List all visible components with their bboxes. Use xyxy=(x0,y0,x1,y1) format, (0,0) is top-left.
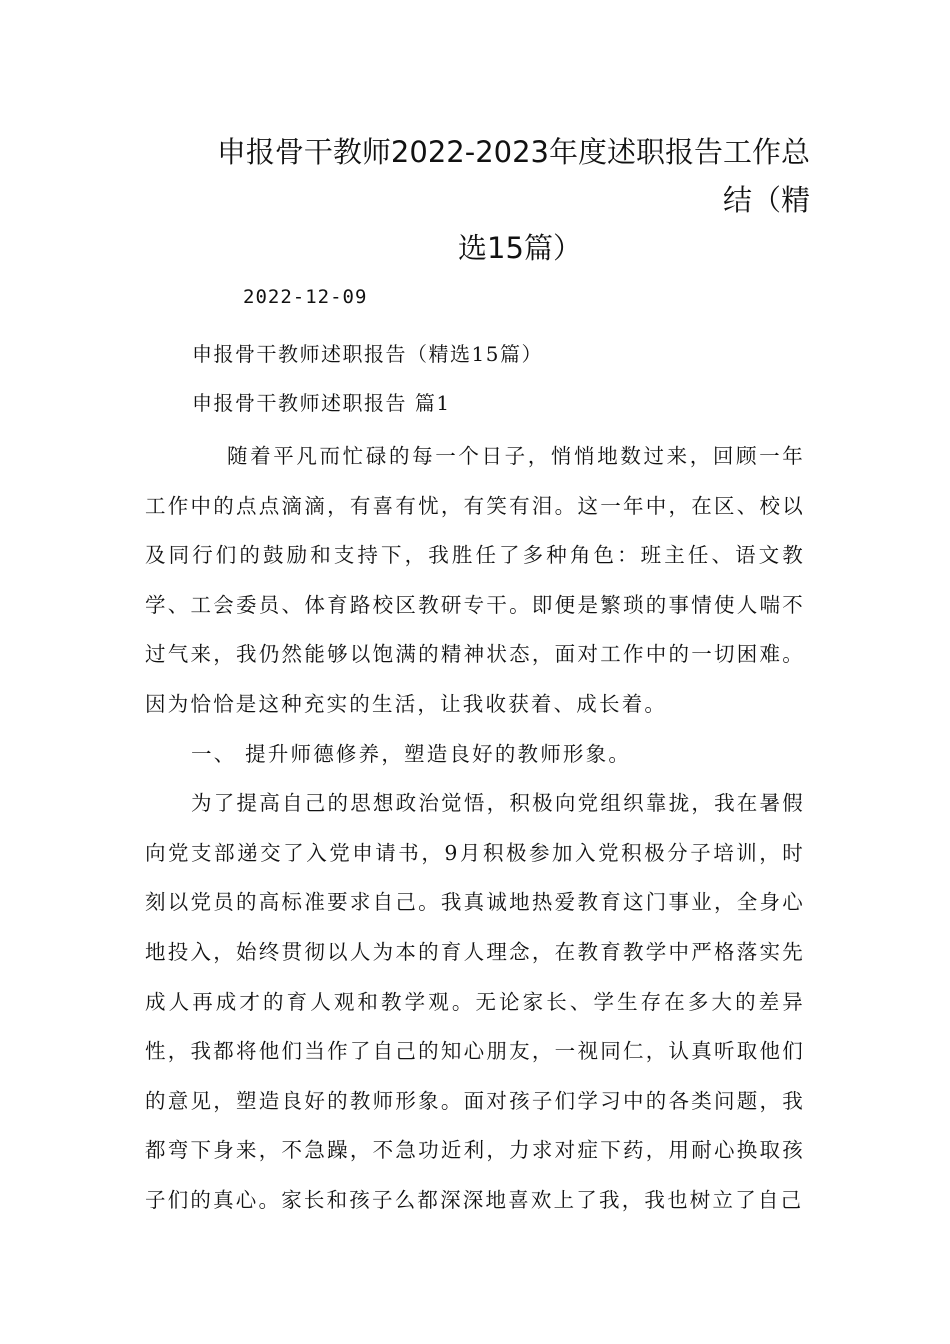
body-heading-1: 一、 提升师德修养，塑造良好的教师形象。 xyxy=(191,741,632,766)
document-subtitle: 申报骨干教师述职报告（精选15篇） xyxy=(192,342,543,366)
title-line-1: 申报骨干教师2022-2023年度述职报告工作总结（精 xyxy=(216,135,810,217)
document-body xyxy=(145,432,805,1226)
document-date: 2022-12-09 xyxy=(243,286,368,308)
title-line-2: 选15篇） xyxy=(458,231,582,265)
body-paragraph-1: 随着平凡而忙碌的每一个日子，悄悄地数过来，回顾一年工作中的点点滴滴，有喜有忧，有笑有泪。这一年中，在区、校以及同行们的鼓励和支持下，我胜任了多种角色：班主任、语文教学、工会委员、体育路校区教研专干。即便是繁琐的事情使人喘不过气来，我仍然能够以饱满的精神状态，面对工作中的一切困难。因为恰恰是这种充实的生活，让我收获着、成长着。 xyxy=(145,444,805,716)
document-title xyxy=(190,128,810,272)
section-heading: 申报骨干教师述职报告 篇1 xyxy=(192,391,451,415)
body-paragraph-2: 为了提高自己的思想政治觉悟，积极向党组织靠拢，我在暑假向党支部递交了入党申请书，9月积极参加入党积极分子培训，时刻以党员的高标准要求自己。我真诚地热爱教育这门事业，全身心地投入，始终贯彻以人为本的育人理念，在教育教学中严格落实先成人再成才的育人观和教学观。无论家长、学生存在多大的差异性，我都将他们当作了自己的知心朋友，一视同仁，认真听取他们的意见，塑造良好的教师形象。面对孩子们学习中的各类问题，我都弯下身来，不急躁，不急功近利，力求对症下药，用耐心换取孩子们的真心。家长和孩子么都深深地喜欢上了我，我也树立了自己 xyxy=(145,791,805,1212)
